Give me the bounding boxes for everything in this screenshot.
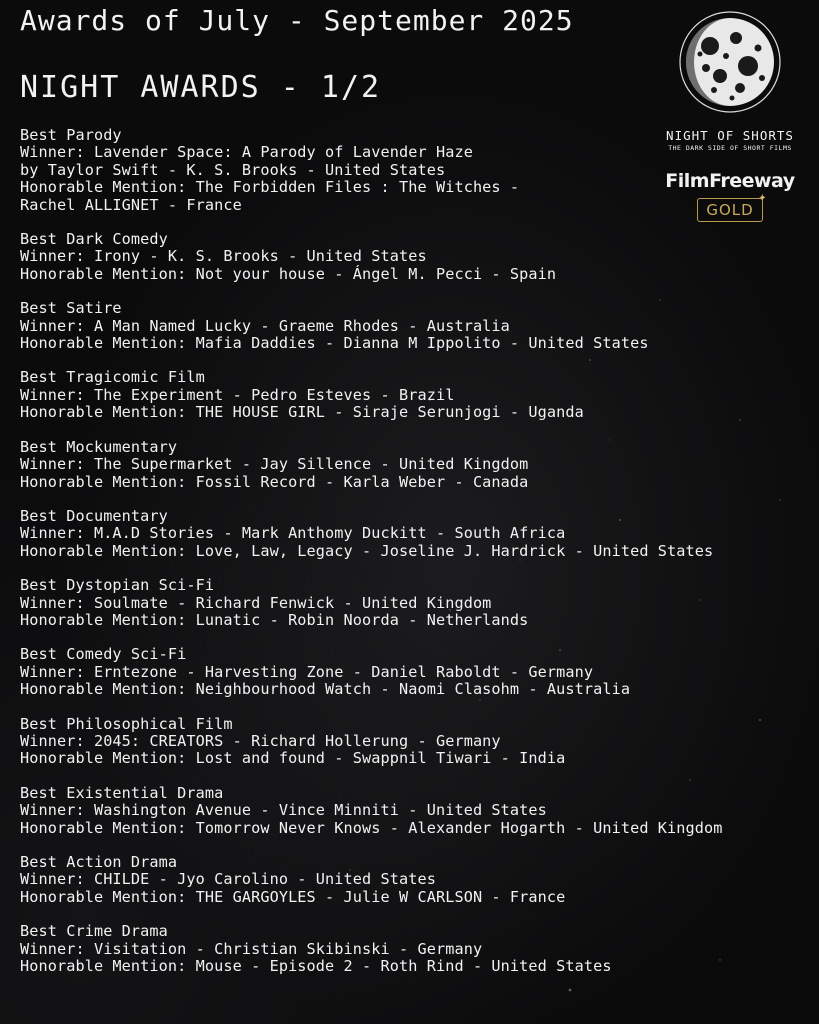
brand-name: NIGHT OF SHORTS: [666, 128, 794, 143]
award-category: [20, 231, 800, 283]
award-category: [20, 439, 800, 491]
award-line: Honorable Mention: Tomorrow Never Knows - Alexander Hogarth - United Kingdom: [20, 818, 723, 837]
award-line: Honorable Mention: THE HOUSE GIRL - Siraje Serunjogi - Uganda: [20, 403, 584, 422]
category-heading: Best Tragicomic Film: [20, 368, 205, 387]
category-heading: Best Satire: [20, 299, 122, 318]
page-title: Awards of July - September 2025: [20, 4, 574, 37]
page-subtitle: NIGHT AWARDS - 1/2: [20, 70, 382, 105]
award-line: Honorable Mention: Neighbourhood Watch - Naomi Clasohm - Australia: [20, 680, 631, 699]
award-line: Winner: Lavender Space: A Parody of Lavender Haze: [20, 143, 473, 162]
award-line: Winner: The Supermarket - Jay Sillence - United Kingdom: [20, 455, 529, 474]
award-line: Winner: The Experiment - Pedro Esteves - Brazil: [20, 385, 455, 404]
award-line: Honorable Mention: Mouse - Episode 2 - Roth Rind - United States: [20, 957, 612, 976]
award-category: [20, 646, 800, 698]
moon-logo-icon: [678, 10, 782, 114]
award-line: Winner: A Man Named Lucky - Graeme Rhodes - Australia: [20, 316, 510, 335]
category-heading: Best Dystopian Sci-Fi: [20, 576, 215, 595]
award-line: Honorable Mention: Love, Law, Legacy - Joseline J. Hardrick - United States: [20, 541, 714, 560]
award-line: Rachel ALLIGNET - France: [20, 195, 242, 214]
award-line: Honorable Mention: THE GARGOYLES - Julie W CARLSON - France: [20, 887, 566, 906]
sparkle-icon: ✦: [758, 193, 768, 204]
award-line: Honorable Mention: Mafia Daddies - Dianna M Ippolito - United States: [20, 334, 649, 353]
award-line: Winner: CHILDE - Jyo Carolino - United States: [20, 870, 436, 889]
gold-badge-label: GOLD: [706, 201, 754, 219]
award-category: [20, 716, 800, 768]
award-line: Winner: Soulmate - Richard Fenwick - United Kingdom: [20, 593, 492, 612]
award-line: Honorable Mention: The Forbidden Files : The Witches -: [20, 178, 520, 197]
award-line: Winner: Visitation - Christian Skibinski - Germany: [20, 939, 483, 958]
award-category: [20, 508, 800, 560]
award-category: [20, 300, 800, 352]
category-heading: Best Comedy Sci-Fi: [20, 645, 187, 664]
award-line: by Taylor Swift - K. S. Brooks - United States: [20, 160, 446, 179]
category-heading: Best Parody: [20, 126, 122, 144]
award-line: Winner: Washington Avenue - Vince Minniti - United States: [20, 801, 547, 820]
award-category: [20, 577, 800, 629]
award-category: [20, 854, 800, 906]
award-line: Winner: Irony - K. S. Brooks - United States: [20, 247, 427, 266]
filmfreeway-logo: FilmFreeway: [665, 170, 795, 192]
award-category: [20, 923, 800, 975]
category-heading: Best Philosophical Film: [20, 714, 233, 733]
award-category: [20, 369, 800, 421]
category-heading: Best Crime Drama: [20, 922, 168, 941]
award-line: Honorable Mention: Lost and found - Swappnil Tiwari - India: [20, 749, 566, 768]
category-heading: Best Action Drama: [20, 853, 178, 871]
brand-tagline: THE DARK SIDE OF SHORT FILMS: [668, 144, 792, 152]
award-line: Honorable Mention: Lunatic - Robin Noorda - Netherlands: [20, 610, 529, 629]
category-heading: Best Existential Drama: [20, 783, 224, 802]
award-category: [20, 785, 800, 837]
category-heading: Best Mockumentary: [20, 437, 178, 456]
category-heading: Best Dark Comedy: [20, 230, 168, 249]
award-line: Winner: M.A.D Stories - Mark Anthomy Duckitt - South Africa: [20, 524, 566, 543]
award-line: Honorable Mention: Not your house - Ángel M. Pecci - Spain: [20, 264, 557, 283]
award-list: [20, 127, 800, 992]
award-line: Honorable Mention: Fossil Record - Karla Weber - Canada: [20, 472, 529, 491]
award-line: Winner: 2045: CREATORS - Richard Hollerung - Germany: [20, 731, 501, 750]
category-heading: Best Documentary: [20, 506, 168, 525]
award-line: Winner: Erntezone - Harvesting Zone - Daniel Raboldt - Germany: [20, 662, 594, 681]
award-category: [20, 127, 800, 214]
